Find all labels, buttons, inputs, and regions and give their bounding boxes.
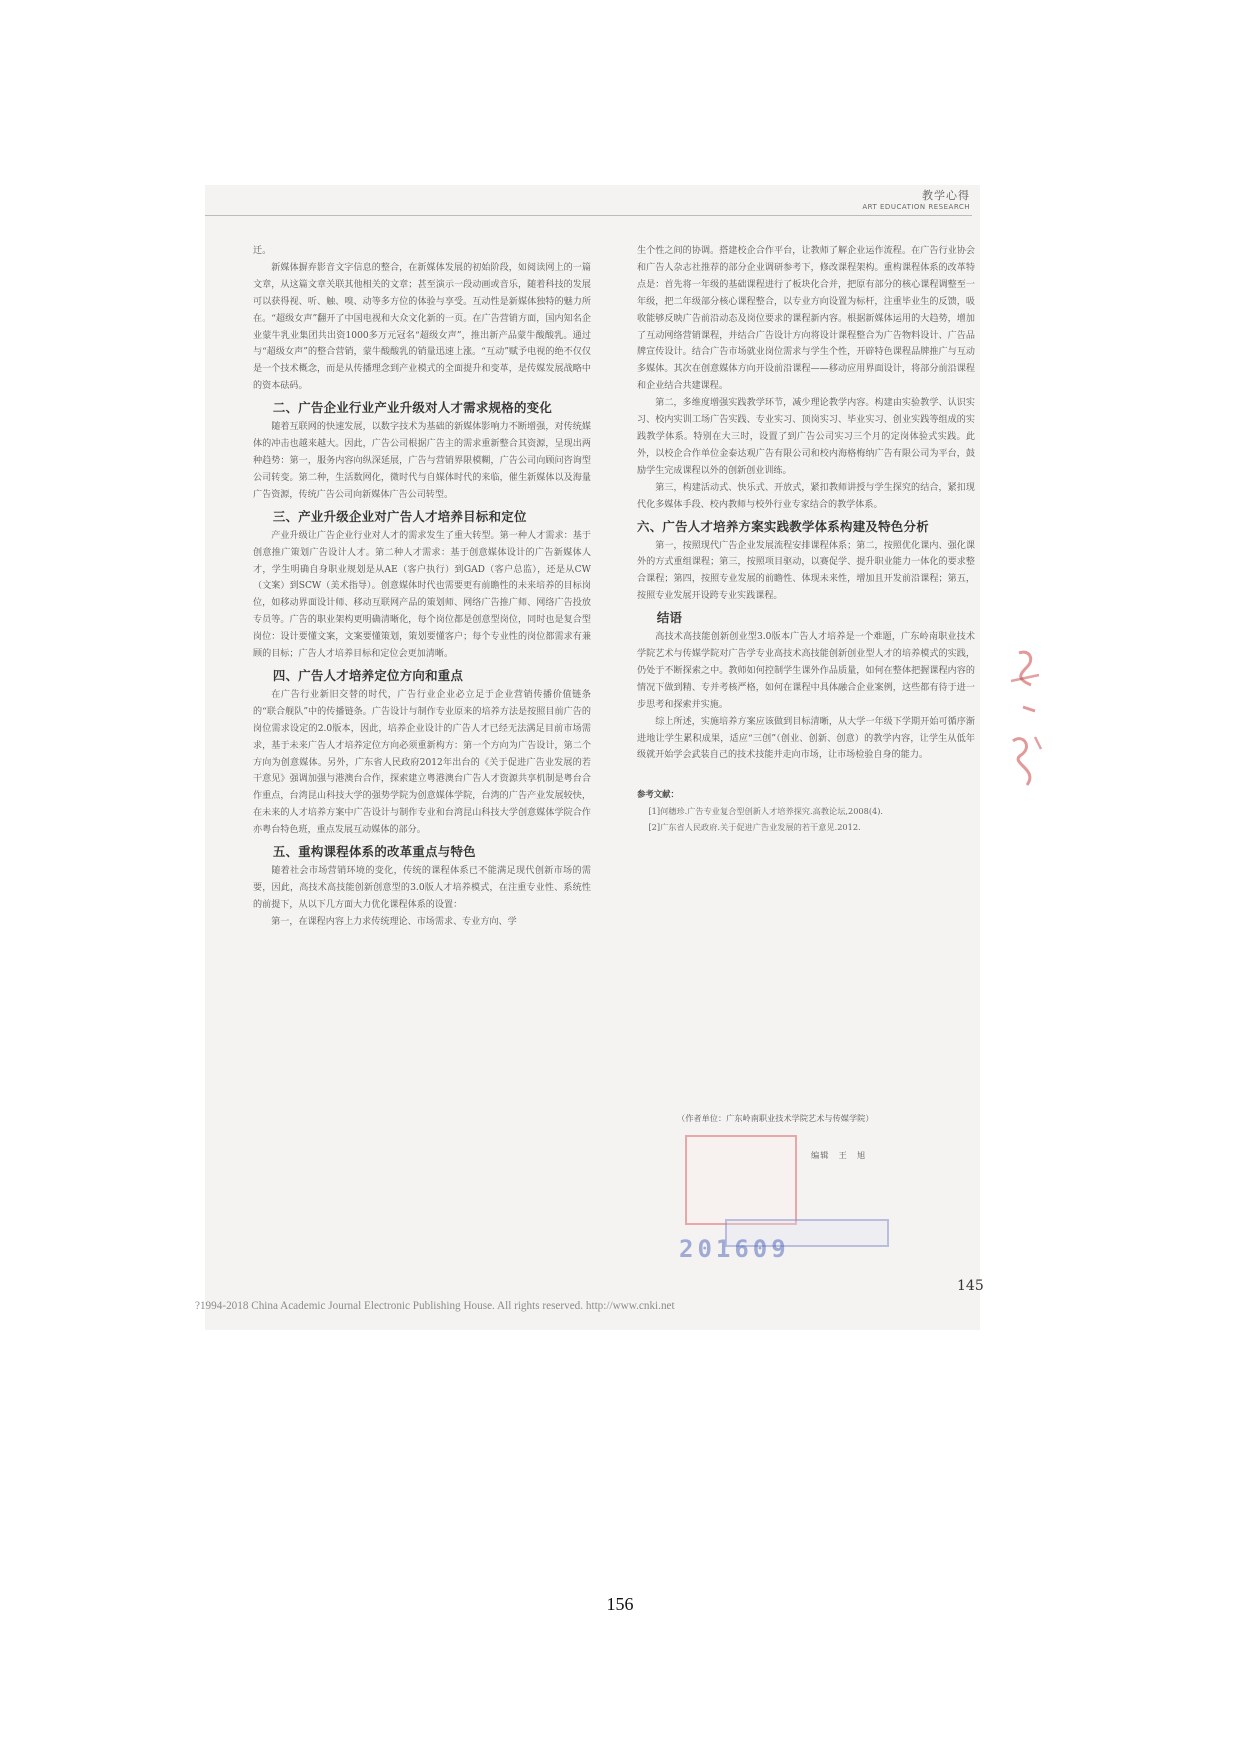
- paragraph: 在广告行业新旧交替的时代，广告行业企业必立足于企业营销传播价值链条的“联合舰队”中的传播链条。广告设计与制作专业原来的培养方法是按照目前广告的岗位需求设定的2.0版本，因此，培养企业设计的广告人才已经无法满足目前市场需求，基于未来广告人才培养定位方向必须重新构方：第一个方向为广告设计，第二个方向为创意媒体。另外，广东省人民政府2012年出台的《关于促进广告业发展的若干意见》强调加强与港澳台合作，探索建立粤港澳台广告人才资源共享机制是粤台合作重点，台湾昆山科技大学的强势学院为创意媒体学院，台湾的广告产业发展较快，在未来的人才培养方案中广告设计与制作专业和台湾昆山科技大学创意媒体学院合作亦粤台特色班，重点发展互动媒体的部分。: [253, 689, 591, 836]
- author-affiliation: （作者单位：广东岭南职业技术学院艺术与传媒学院）: [677, 1113, 874, 1123]
- section-heading: 四、广告人才培养定位方向和重点: [272, 667, 464, 683]
- journal-page-number: 145: [957, 1278, 984, 1294]
- right-column: [637, 243, 975, 835]
- section-heading: 二、广告企业行业产业升级对人才需求规格的变化: [272, 400, 553, 416]
- reference-list: [637, 803, 975, 835]
- paragraph: 高技术高技能创新创业型3.0版本广告人才培养是一个难题，广东岭南职业技术学院艺术与传媒学院对广告学专业高技术高技能创新创业型人才的培养模式的实践，仍处于不断探索之中。教师如何控制学生课外作品质量，如何在整体把握课程内容的情况下做到精、专并考核严格，如何在课程中具体融合企业案例，这些都有待于进一步思考和探索并实施。: [637, 632, 975, 710]
- section-heading: 结语: [656, 610, 683, 626]
- paragraph: 产业升级让广告企业行业对人才的需求发生了重大转型。第一种人才需求：基于创意推广策划广告设计人才。第二种人才需求：基于创意媒体设计的广告新媒体人才，学生明确自身职业规划是从AE（客户执行）到GAD（客户总监），还是从CW（文案）到SCW（美术指导）。创意媒体时代也需要更有前瞻性的未来培养的目标岗位，如移动界面设计师、移动互联网产品的策划师、网络广告推广师、网络广告投放专员等。广告的职业架构更明确清晰化，每个岗位都是创意型岗位，同时也是复合型岗位：设计要懂文案，文案要懂策划，策划要懂客户；每个专业性的岗位都需求有兼顾的目标；广告人才培养目标和定位会更加清晰。: [253, 530, 591, 660]
- scanned-page: [205, 185, 984, 1330]
- section-heading: 五、重构课程体系的改革重点与特色: [272, 844, 476, 860]
- section-heading: 三、产业升级企业对广告人才培养目标和定位: [272, 508, 527, 524]
- journal-name: ART EDUCATION RESEARCH: [862, 203, 970, 211]
- paragraph: 综上所述，实施培养方案应该做到目标清晰，从大学一年级下学期开始可循序渐进地让学生累积成果，适应“三创”（创业、创新、创意）的教学内容，让学生从低年级就开始学会武装自己的技术技能并走向市场，让市场检验自身的能力。: [637, 716, 975, 761]
- right-column-body: [637, 243, 975, 764]
- editor-name: 编辑 王 旭: [811, 1150, 867, 1160]
- paragraph: 第一，按照现代广告企业发展流程安排课程体系；第二，按照优化课内、强化课外的方式重组课程；第三，按照项目驱动，以赛促学、提升职业能力一体化的要求整合课程；第四，按照专业发展的前瞻性、体现未来性，增加且开发前沿课程；第五，按照专业发展开设跨专业实践课程。: [637, 540, 975, 602]
- paragraph: 第二，多维度增强实践教学环节，减少理论教学内容。构建由实验教学、认识实习、校内实训工场广告实践、专业实习、顶岗实习、毕业实习、创业实践等组成的实践教学体系。特别在大三时，设置了到广告公司实习三个月的定岗体验式实践。此外，以校企合作单位金泰达观广告有限公司和校内海格梅纳广告有限公司为平台，鼓励学生完成课程以外的创新创业训练。: [637, 398, 975, 476]
- handwritten-margin-mark: [1005, 645, 1050, 805]
- paragraph: 第一，在课程内容上力求传统理论、市场需求、专业方向、学: [271, 916, 517, 927]
- paragraph: 随着社会市场营销环境的变化，传统的课程体系已不能满足现代创新市场的需要，因此，高技术高技能创新创意型的3.0版人才培养模式，在注重专业性、系统性的前提下，从以下几方面大力优化课程体系的设置：: [253, 866, 591, 910]
- paragraph: 新媒体摒弃影音文字信息的整合，在新媒体发展的初始阶段，如阅读网上的一篇文章，从这篇文章关联其他相关的文章；甚至演示一段动画或音乐，随着科技的发展可以获得视、听、触、嗅、动等多方位的体验与享受。互动性是新媒体独特的魅力所在。“超级女声”翻开了中国电视和大众文化新的一页。在广告营销方面，国内知名企业蒙牛乳业集团共出资1000多万元冠名“超级女声”，推出新产品蒙牛酸酸乳。通过与“超级女声”的整合营销，蒙牛酸酸乳的销量迅速上涨。“互动”赋予电视的绝不仅仅是一个技术概念，而是从传播理念到产业模式的全面提升和变革，是传媒发展战略中的资本砝码。: [253, 262, 591, 392]
- page-number: 156: [606, 1594, 634, 1614]
- column-name: 教学心得: [922, 189, 970, 202]
- paragraph: 随着互联网的快速发展，以数字技术为基础的新媒体影响力不断增强，对传统媒体的冲击也越来越大。因此，广告公司根据广告主的需求重新整合其资源，呈现出两种趋势：第一，服务内容向纵深延展，广告与营销界限模糊，广告公司向顾问咨询型公司转变。第二种，生活数网化，微时代与自媒体时代的来临，催生新媒体以及海量广告资源，传统广告公司向新媒体广告公司转型。: [253, 422, 591, 500]
- stamp-date: 201609: [679, 1235, 790, 1263]
- reference-item: [1]何穗珍.广告专业复合型创新人才培养探究.高教论坛,2008(4).: [648, 806, 884, 817]
- reference-item: [2]广东省人民政府.关于促进广告业发展的若干意见.2012.: [648, 822, 861, 833]
- copyright-footer: ?1994-2018 China Academic Journal Electronic Publishing House. All rights reserved. http://www.cnki.net: [195, 1300, 675, 1312]
- paragraph: 迁。: [253, 246, 272, 256]
- library-stamp: [685, 1135, 797, 1225]
- section-heading: 六、广告人才培养方案实践教学体系构建及特色分析: [637, 518, 929, 534]
- left-column: [253, 243, 591, 931]
- paragraph: 生个性之间的协调。搭建校企合作平台，让教师了解企业运作流程。在广告行业协会和广告人杂志社推荐的部分企业调研参考下，修改课程架构。重构课程体系的改革特点是：首先将一年级的基础课程进行了板块化合并，把原有部分的核心课程调整至一年级，把二年级部分核心课程整合，以专业方向设置为标杆，注重毕业生的反馈，吸收能够反映广告前沿动态及岗位要求的课程新内容。根据新媒体运用的大趋势，增加了互动网络营销课程，并结合广告设计方向将设计课程整合为广告物料设计、广告品牌宣传设计。结合广告市场就业岗位需求与学生个性，开辟特色课程品牌推广与互动多媒体。其次在创意媒体方向开设前沿课程——移动应用界面设计，将部分前沿课程和企业结合共建课程。: [637, 246, 975, 392]
- references-title: 参考文献：: [637, 789, 679, 800]
- paragraph: 第三，构建活动式、快乐式、开放式，紧扣教师讲授与学生探究的结合，紧扣现代化多媒体手段、校内教师与校外行业专家结合的教学体系。: [637, 482, 975, 510]
- header-rule: [205, 215, 972, 216]
- references: [637, 786, 975, 835]
